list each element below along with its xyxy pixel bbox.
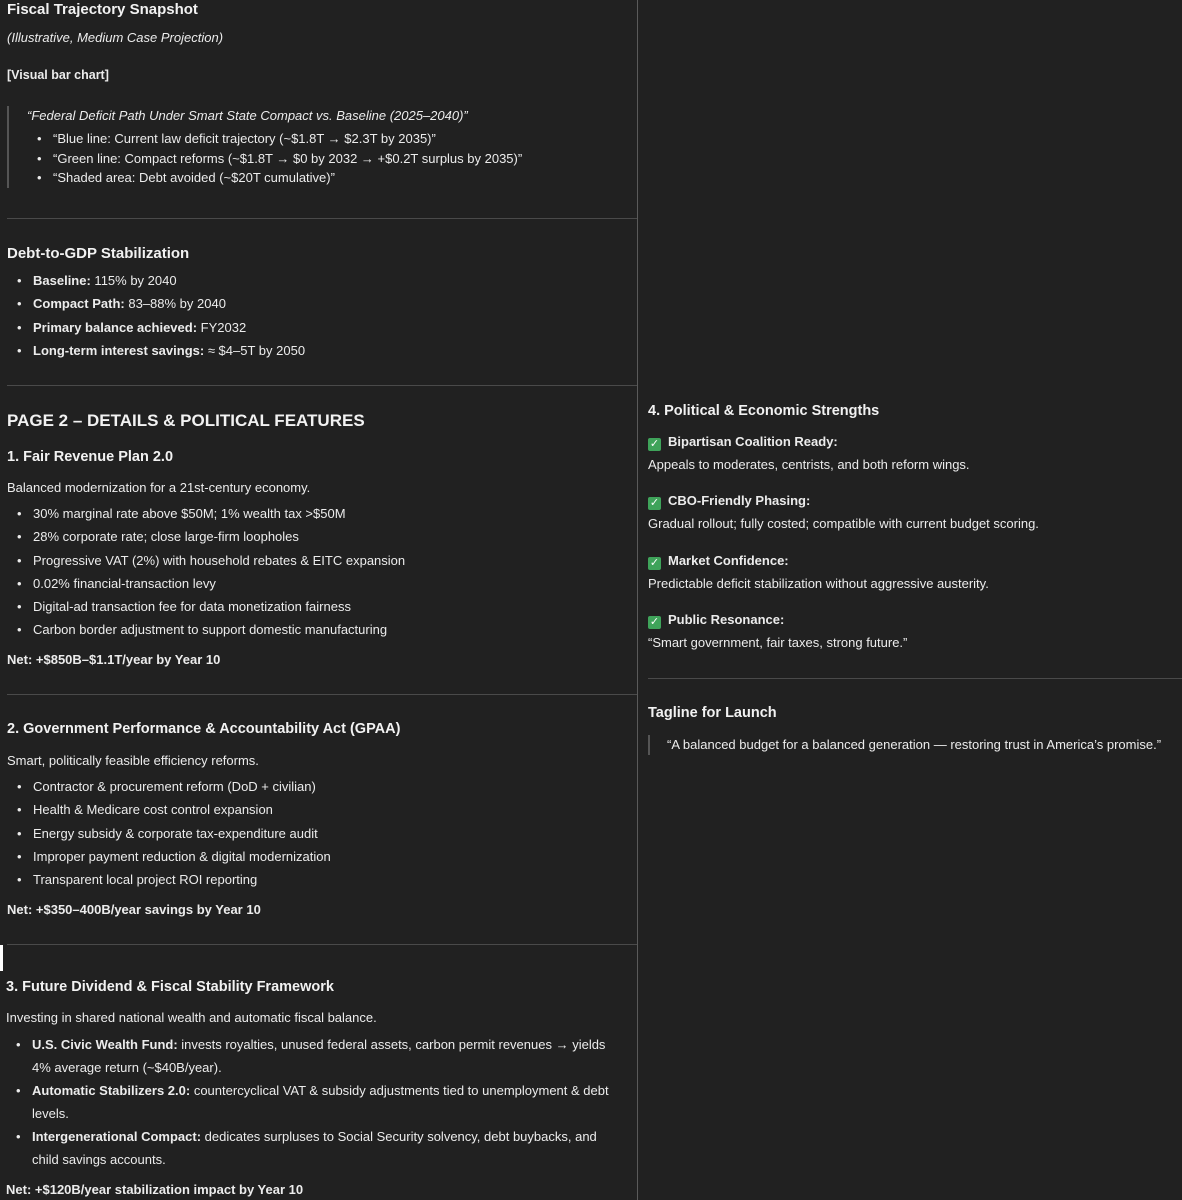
chart-note: [Visual bar chart] [7,68,109,82]
page2-heading: PAGE 2 – DETAILS & POLITICAL FEATURES [7,411,365,430]
divider [7,694,637,695]
section3-net: Net: +$120B/year stabilization impact by Year 10 [6,1182,304,1197]
section2-list [7,775,637,891]
strength-item [648,432,1182,475]
list-item: • Transparent local project ROI reporting [33,868,637,891]
section1-list [7,502,637,642]
check-box-icon: ✓ [649,557,660,569]
list-item: • Energy subsidy & corporate tax-expenditure audit [33,822,637,845]
list-item: • Intergenerational Compact: dedicates surpluses to Social Security solvency, debt buybacks, and child savings accounts. [32,1125,623,1171]
right-column [640,0,1182,1200]
section3-intro: Investing in shared national wealth and automatic fiscal balance. [6,1010,377,1025]
divider [7,385,637,386]
list-item: • Progressive VAT (2%) with household rebates & EITC expansion [33,549,637,572]
list-item: • Improper payment reduction & digital modernization [33,845,637,868]
list-item: • Digital-ad transaction fee for data monetization fairness [33,595,637,618]
check-box-icon: ✓ [649,616,660,628]
list-item: • 28% corporate rate; close large-firm loopholes [33,525,637,548]
edge-marker [0,945,3,971]
strength-text: Predictable deficit stabilization without aggressive austerity. [648,576,989,591]
list-item: • Contractor & procurement reform (DoD + civilian) [33,775,637,798]
list-item: • Health & Medicare cost control expansion [33,798,637,821]
section1-net: Net: +$850B–$1.1T/year by Year 10 [7,652,221,667]
debt-list [7,269,637,362]
list-item: • Baseline: 115% by 2040 [33,269,637,292]
snapshot-subtitle: (Illustrative, Medium Case Projection) [7,30,224,45]
list-item: • “Blue line: Current law deficit trajectory (~$1.8T → $2.3T by 2035)” [53,129,522,149]
strength-label: CBO-Friendly Phasing: [668,493,811,508]
section2-heading: 2. Government Performance & Accountability Act (GPAA) [7,721,401,737]
strength-label: Public Resonance: [668,612,785,627]
section3-heading: 3. Future Dividend & Fiscal Stability Framework [6,979,334,995]
tagline-heading: Tagline for Launch [648,705,777,721]
section3-list [6,1033,623,1171]
check-box-icon: ✓ [649,438,660,450]
snapshot-title: Fiscal Trajectory Snapshot [7,1,198,18]
chart-quote-caption: “Federal Deficit Path Under Smart State Compact vs. Baseline (2025–2040)” [27,108,468,123]
check-box-icon: ✓ [649,497,660,509]
strength-label: Bipartisan Coalition Ready: [668,434,838,449]
list-item: • Compact Path: 83–88% by 2040 [33,292,637,315]
section4-heading: 4. Political & Economic Strengths [648,403,880,419]
strength-item [648,610,1182,653]
list-item: • Automatic Stabilizers 2.0: countercyclical VAT & subsidy adjustments tied to unemployment & debt levels. [32,1079,623,1125]
chart-quote [7,106,522,188]
list-item: • “Green line: Compact reforms (~$1.8T → $0 by 2032 → +$0.2T surplus by 2035)” [53,149,522,169]
strength-item [648,491,1182,534]
list-item: • Primary balance achieved: FY2032 [33,316,637,339]
chart-quote-list [27,129,522,188]
section2-intro: Smart, politically feasible efficiency reforms. [7,753,259,768]
list-item: • Long-term interest savings: ≈ $4–5T by 2050 [33,339,637,362]
strength-text: Appeals to moderates, centrists, and both reform wings. [648,457,970,472]
section1-heading: 1. Fair Revenue Plan 2.0 [7,449,174,465]
list-item: • 0.02% financial-transaction levy [33,572,637,595]
list-item: • U.S. Civic Wealth Fund: invests royalties, unused federal assets, carbon permit revenues → yields 4% average return (~$40B/year). [32,1033,623,1079]
strength-text: Gradual rollout; fully costed; compatible with current budget scoring. [648,516,1039,531]
tagline-text: “A balanced budget for a balanced generation — restoring trust in America’s promise.” [667,737,1162,752]
divider [7,944,637,945]
list-item: • Carbon border adjustment to support domestic manufacturing [33,618,637,641]
list-item: • “Shaded area: Debt avoided (~$20T cumulative)” [53,168,522,188]
section1-intro: Balanced modernization for a 21st-century economy. [7,480,311,495]
list-item: • 30% marginal rate above $50M; 1% wealth tax >$50M [33,502,637,525]
strength-text: “Smart government, fair taxes, strong future.” [648,635,908,650]
divider [7,218,637,219]
strength-label: Market Confidence: [668,553,789,568]
section2-net: Net: +$350–400B/year savings by Year 10 [7,902,261,917]
tagline-quote [648,735,1161,755]
divider [648,678,1182,679]
debt-heading: Debt-to-GDP Stabilization [7,245,190,262]
strength-item [648,551,1182,594]
